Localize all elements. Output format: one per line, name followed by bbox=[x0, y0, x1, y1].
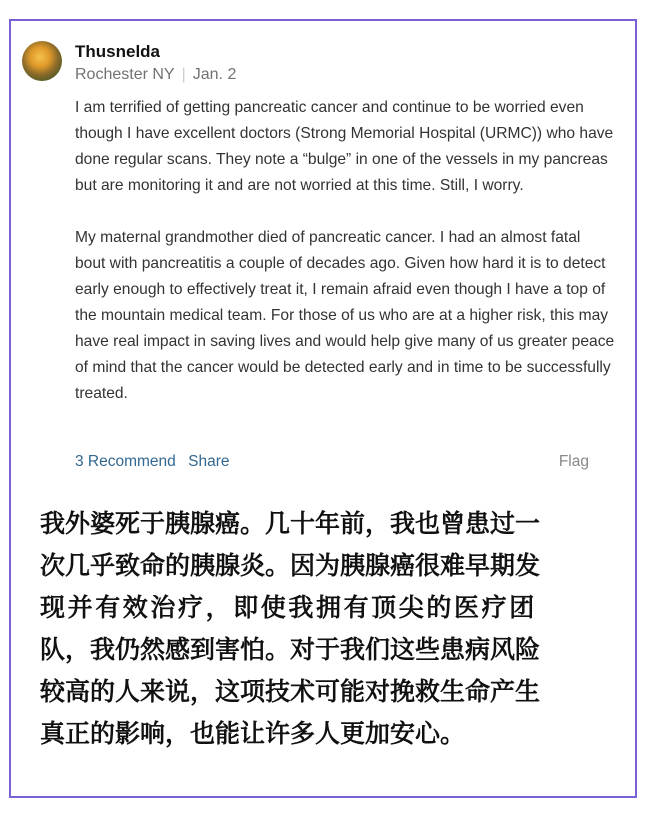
author-name[interactable]: Thusnelda bbox=[75, 42, 161, 61]
divider: | bbox=[181, 66, 186, 83]
avatar[interactable] bbox=[22, 41, 62, 81]
comment-body bbox=[75, 95, 615, 433]
translation-line: 真正的影响，也能让许多人更加安心。 bbox=[40, 720, 466, 748]
translation-line: 我外婆死于胰腺癌。几十年前，我也曾患过一 bbox=[40, 510, 541, 538]
recommend-button[interactable]: 3 Recommend bbox=[75, 453, 176, 470]
location: Rochester NY bbox=[75, 66, 175, 83]
paragraph: My maternal grandmother died of pancreatic cancer. I had an almost fatal bout with pancreatitis a couple of decades ago. Given how hard it is to detect early enough to effectively treat it, I remain afraid even though I have a top of the mountain medical team. For those of us who are at a higher risk, this may have real impact in saving lives and would help give many of us greater peace of mind that the cancer would be detected early and in time to be successfully treated. bbox=[75, 229, 615, 402]
share-button[interactable]: Share bbox=[188, 453, 230, 470]
paragraph: I am terrified of getting pancreatic cancer and continue to be worried even though I have excellent doctors (Strong Memorial Hospital (URMC)) who have done regular scans. They note a “bulge” in one of the vessels in my pancreas but are monitoring it and are not worried at this time. Still, I worry. bbox=[75, 99, 614, 194]
translation-line: 现并有效治疗，即使我拥有顶尖的医疗团 bbox=[40, 594, 537, 622]
date: Jan. 2 bbox=[192, 66, 237, 83]
translation-line: 队，我仍然感到害怕。对于我们这些患病风险 bbox=[40, 636, 541, 664]
flag-button[interactable]: Flag bbox=[558, 453, 589, 470]
comment-actions bbox=[75, 453, 597, 471]
translation-line: 较高的人来说，这项技术可能对挽救生命产生 bbox=[40, 678, 541, 706]
chinese-translation bbox=[40, 503, 620, 755]
comment-meta bbox=[75, 66, 236, 84]
translation-line: 次几乎致命的胰腺炎。因为胰腺癌很难早期发 bbox=[40, 552, 541, 580]
